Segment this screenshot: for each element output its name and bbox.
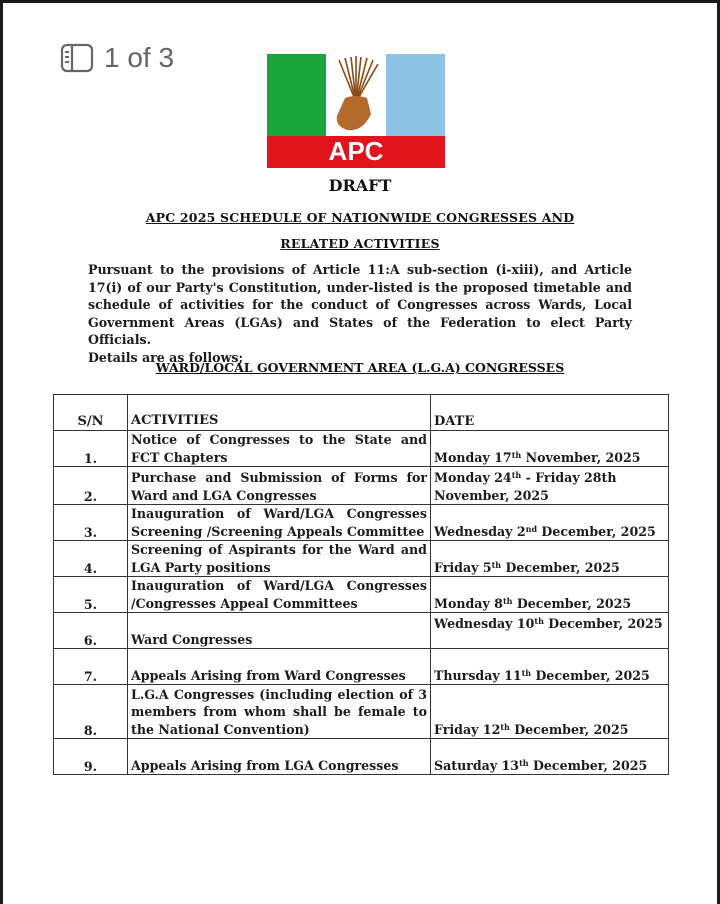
row-date-ordinal: th (519, 757, 529, 768)
row-date-rest: November, 2025 (521, 449, 641, 465)
draft-label: DRAFT (328, 176, 392, 195)
row-date (431, 467, 669, 505)
row-sn: 1. (54, 431, 128, 467)
row-activity: Inauguration of Ward/LGA Congresses Screening /Screening Appeals Committee (128, 505, 431, 541)
row-sn: 7. (54, 649, 128, 685)
row-date-rest: December, 2025 (537, 523, 656, 539)
row-date-ordinal: th (534, 616, 544, 626)
row-sn: 5. (54, 577, 128, 613)
table-row (54, 739, 669, 775)
book-page-icon (60, 43, 94, 73)
table-row (54, 541, 669, 577)
intro-text: Pursuant to the provisions of Article 11:A sub-section (i-xiii), and Article 17(i) of our Party's Constitution, under-listed is the proposed timetable and schedule of activities for the conduct of Congresses across Wards, Local Government Areas (LGAs) and States of the Federation to elect Party Officials. (88, 262, 632, 347)
frame-left-edge (0, 0, 3, 904)
row-date-rest: December, 2025 (509, 721, 629, 737)
row-date (431, 649, 669, 685)
row-activity: Screening of Aspirants for the Ward and LGA Party positions (128, 541, 431, 577)
row-date-rest: December, 2025 (543, 616, 663, 631)
row-date (431, 577, 669, 613)
row-activity: Purchase and Submission of Forms for Ward and LGA Congresses (128, 467, 431, 505)
table-row (54, 649, 669, 685)
row-date-ordinal: th (521, 667, 532, 678)
row-sn: 3. (54, 505, 128, 541)
row-date (431, 613, 669, 649)
row-date-ordinal: th (491, 559, 502, 570)
row-date-rest: December, 2025 (501, 559, 620, 575)
table-row (54, 613, 669, 649)
row-date-rest: - Friday 28th November, 2025 (434, 470, 617, 503)
row-sn: 9. (54, 739, 128, 775)
table-row (54, 505, 669, 541)
row-activity: Ward Congresses (128, 613, 431, 649)
row-date-main: Friday 5 (434, 559, 492, 575)
intro-details: Details are as follows; (88, 349, 244, 365)
logo-blue-band (386, 54, 445, 136)
row-date-ordinal: th (502, 595, 513, 606)
row-date-main: Thursday 11 (434, 667, 522, 683)
row-date-main: Monday 24 (434, 470, 512, 485)
row-activity: Appeals Arising from LGA Congresses (128, 739, 431, 775)
row-date-ordinal: th (500, 721, 510, 732)
row-date-rest: December, 2025 (512, 595, 632, 611)
row-sn: 2. (54, 467, 128, 505)
logo-green-band (267, 54, 326, 136)
header-activities: ACTIVITIES (128, 395, 431, 431)
table-row (54, 685, 669, 739)
row-date (431, 739, 669, 775)
table-row (54, 467, 669, 505)
document-title-line1: APC 2025 SCHEDULE OF NATIONWIDE CONGRESSES AND (145, 210, 575, 225)
apc-logo (267, 54, 445, 168)
section-title: WARD/LOCAL GOVERNMENT AREA (L.G.A) CONGRESSES (155, 360, 565, 375)
row-date (431, 541, 669, 577)
row-sn: 6. (54, 613, 128, 649)
header-date: DATE (431, 395, 669, 431)
header-sn: S/N (54, 395, 128, 431)
row-date-main: Friday 12 (434, 721, 501, 737)
schedule-table (53, 394, 669, 775)
row-date-ordinal: th (511, 449, 522, 460)
row-date (431, 685, 669, 739)
row-date-main: Monday 17 (434, 449, 512, 465)
table-row (54, 577, 669, 613)
row-sn: 4. (54, 541, 128, 577)
row-activity: Notice of Congresses to the State and FCT Chapters (128, 431, 431, 467)
table-header-row (54, 395, 669, 431)
row-date-rest: December, 2025 (528, 757, 648, 773)
row-date-main: Saturday 13 (434, 757, 520, 773)
logo-text: APC (328, 136, 384, 166)
row-date (431, 431, 669, 467)
row-date-ordinal: nd (525, 523, 538, 534)
row-date (431, 505, 669, 541)
row-date-main: Monday 8 (434, 595, 503, 611)
row-date-rest: December, 2025 (531, 667, 650, 683)
table-row (54, 431, 669, 467)
row-activity: Appeals Arising from Ward Congresses (128, 649, 431, 685)
row-activity: Inauguration of Ward/LGA Congresses /Congresses Appeal Committees (128, 577, 431, 613)
page-indicator[interactable] (60, 42, 174, 74)
frame-top-edge (0, 0, 720, 3)
row-date-main: Wednesday 2 (434, 523, 526, 539)
row-date-main: Wednesday 10 (434, 616, 535, 631)
row-sn: 8. (54, 685, 128, 739)
document-title-line2: RELATED ACTIVITIES (280, 236, 440, 251)
row-date-ordinal: th (511, 470, 522, 480)
intro-paragraph (88, 261, 632, 366)
page-indicator-text: 1 of 3 (104, 42, 175, 73)
row-activity: L.G.A Congresses (including election of 3 members from whom shall be female to the National Convention) (128, 685, 431, 739)
